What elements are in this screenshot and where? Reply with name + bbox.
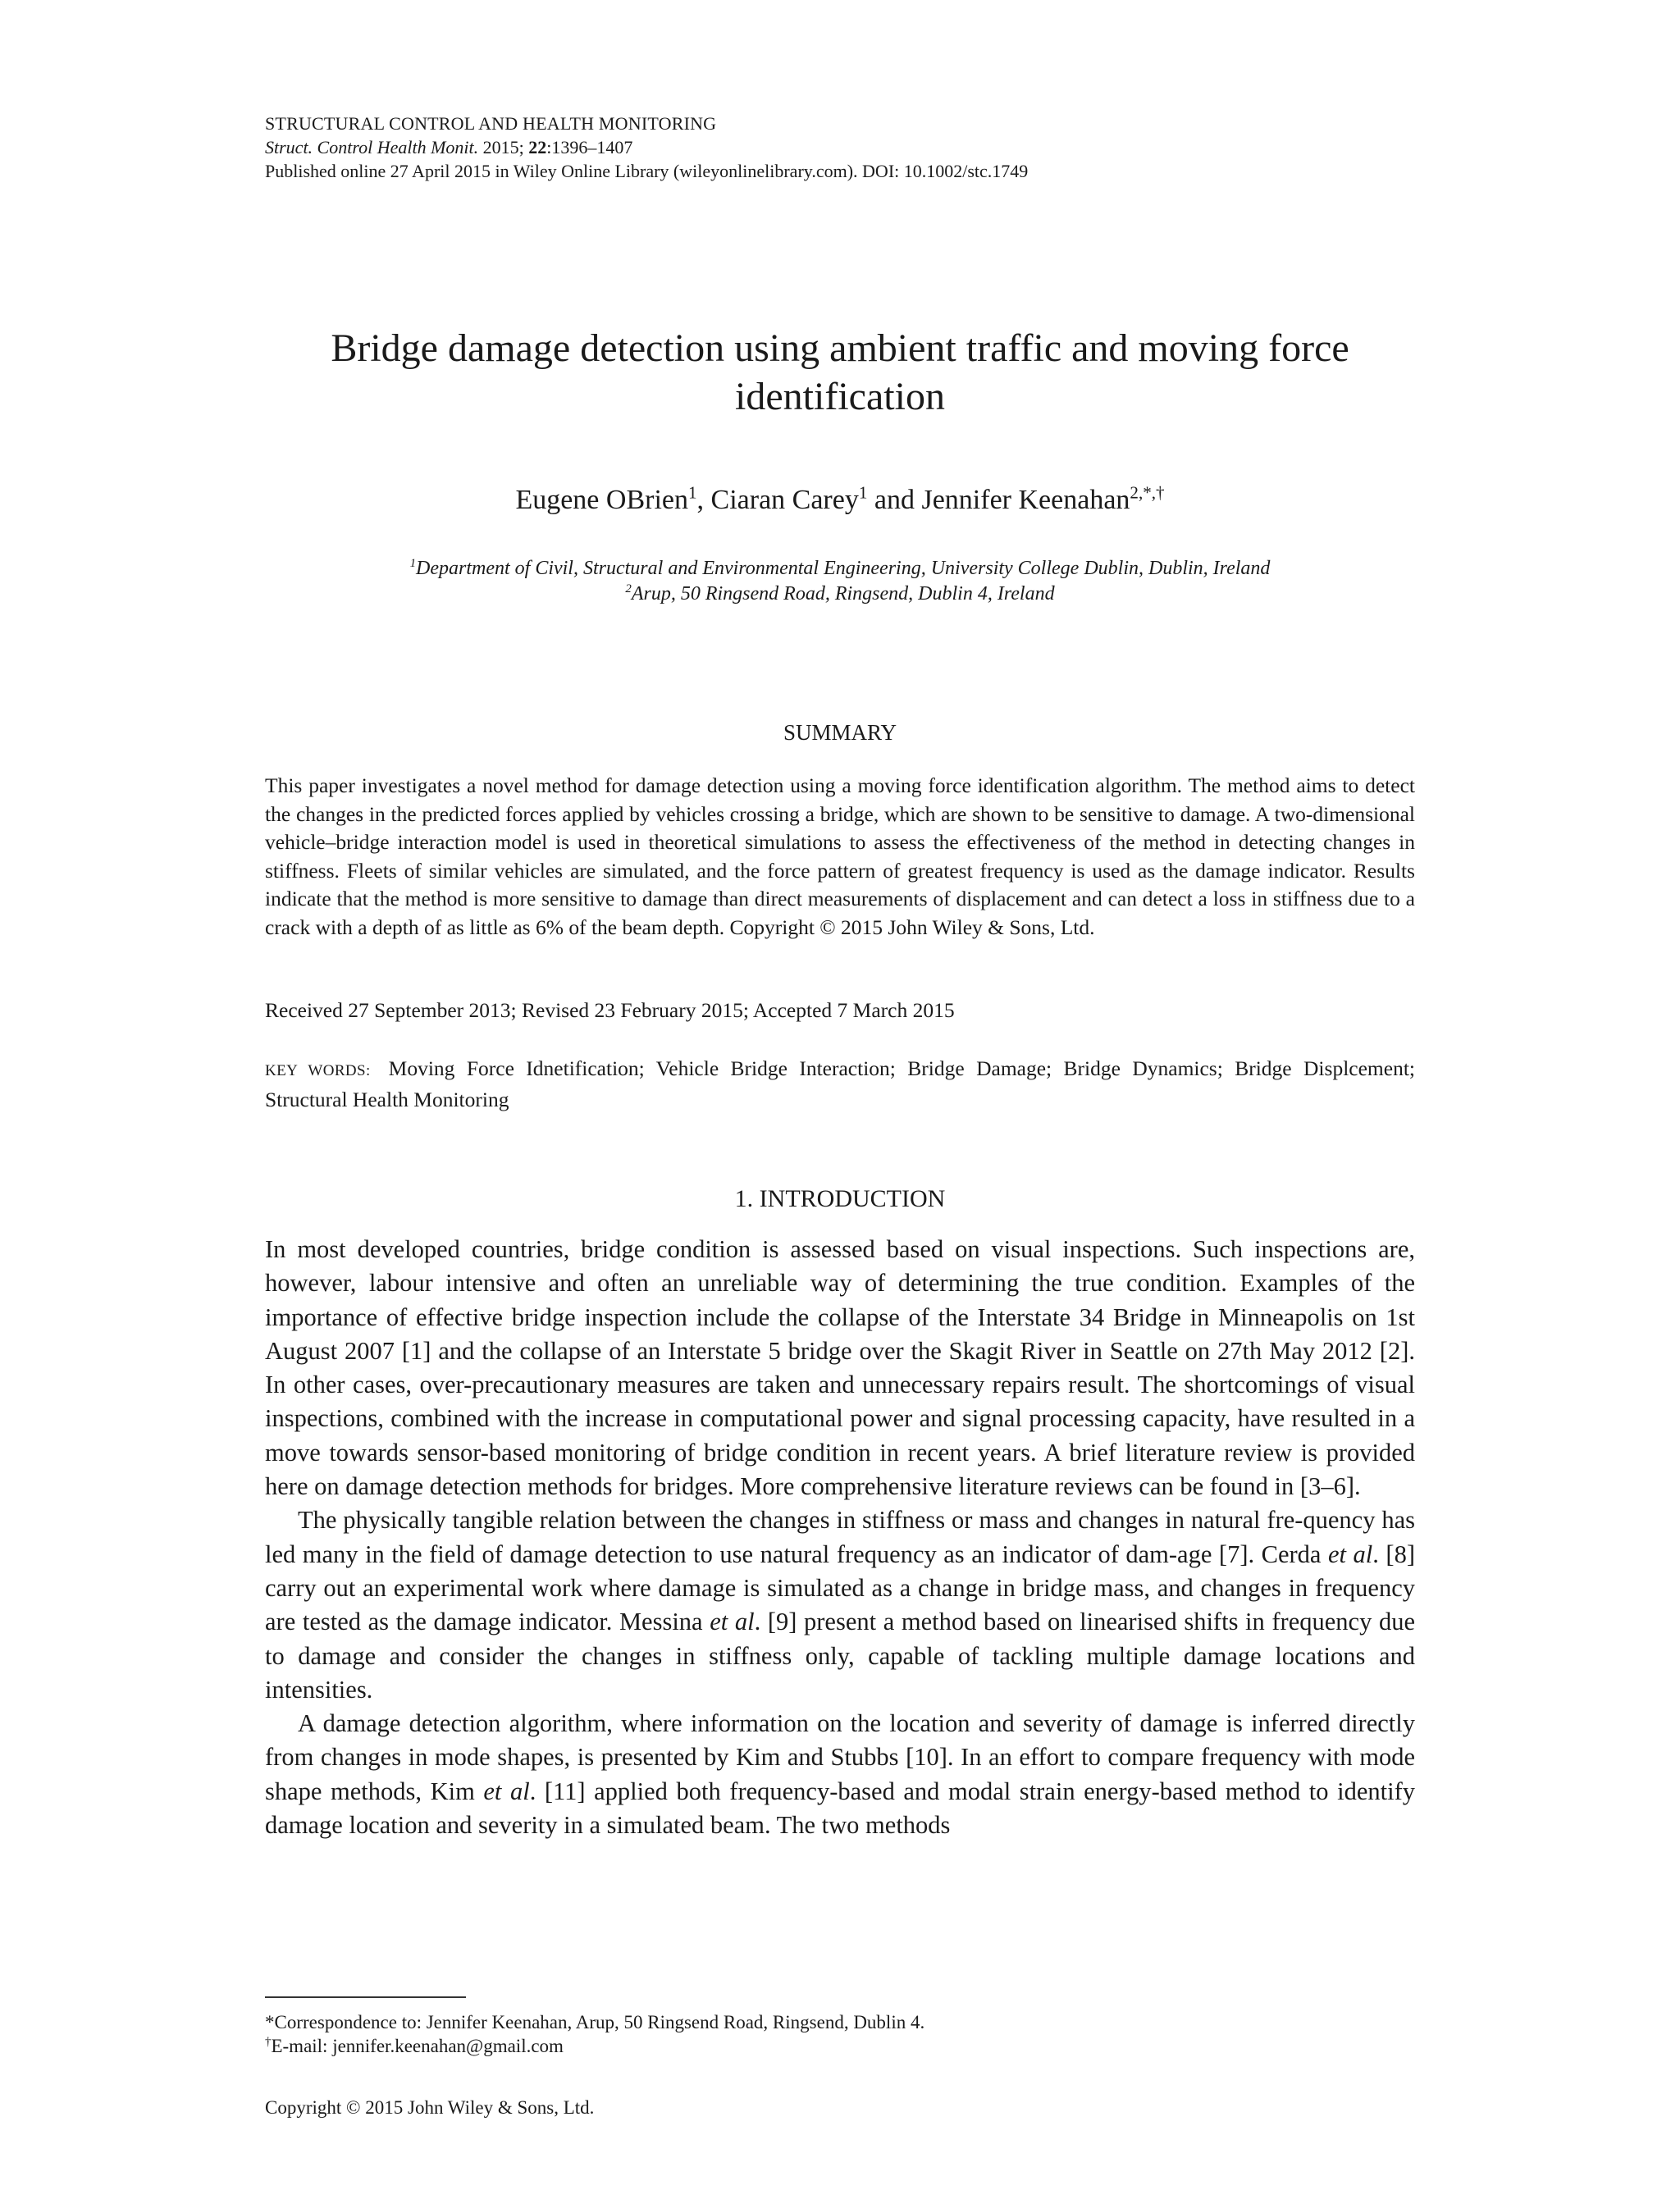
email-text: E-mail: jennifer.keenahan@gmail.com: [271, 2036, 564, 2056]
paragraph-text: The physically tangible relation between the changes in stiffness or mass and changes in natural fre-quency has led many in the field of damage detection to use natural frequency as an indicator of dam-age [7]. Cerda: [265, 1506, 1415, 1568]
correspondence-note: *Correspondence to: Jennifer Keenahan, Arup, 50 Ringsend Road, Ringsend, Dublin 4.: [265, 2012, 925, 2032]
intro-body: [265, 1233, 1415, 1842]
paper-title-line-2: identification: [735, 375, 945, 418]
affiliation-mark: 2: [625, 582, 632, 595]
footnotes: [265, 2010, 1415, 2058]
keywords-text: Moving Force Idnetification; Vehicle Bridge Interaction; Bridge Damage; Bridge Dynamics; Bridge Displcement; Structural Health Monitoring: [265, 1056, 1415, 1111]
keywords: [265, 1055, 1415, 1114]
author-list: [213, 482, 1467, 518]
footnote-rule: [265, 1996, 466, 1998]
summary-heading: SUMMARY: [783, 720, 897, 745]
email-note: [265, 2034, 1415, 2058]
author-separator: ,: [696, 485, 711, 515]
journal-name: STRUCTURAL CONTROL AND HEALTH MONITORING: [265, 113, 717, 134]
received-dates: Received 27 September 2013; Revised 23 February 2015; Accepted 7 March 2015: [265, 998, 955, 1022]
author-name: Jennifer Keenahan: [921, 485, 1130, 515]
paper-title: [213, 324, 1467, 421]
affiliations: [213, 556, 1467, 607]
keywords-label: KEY WORDS:: [265, 1062, 371, 1079]
author-name: Eugene OBrien: [515, 485, 688, 515]
et-al: et al: [1328, 1540, 1373, 1568]
citation-year: 2015;: [478, 137, 529, 157]
section-heading: 1. INTRODUCTION: [734, 1185, 946, 1212]
author-affiliation-mark: 1: [858, 482, 868, 503]
affiliation-text: Arup, 50 Ringsend Road, Ringsend, Dublin 4, Ireland: [631, 583, 1055, 604]
citation-abbrev: Struct. Control Health Monit.: [265, 137, 479, 157]
paragraph-text: . [9] present a method based on linearised shifts in frequency due to damage and consider the changes in stiffness only, capable of tackling multiple damage locations and intensities.: [265, 1608, 1415, 1704]
et-al: et al: [710, 1608, 755, 1636]
abstract-text: This paper investigates a novel method for damage detection using a moving force identification algorithm. The method aims to detect the changes in the predicted forces applied by vehicles crossing a bridge, which are shown to be sensitive to damage. A two-dimensional vehicle–bridge interaction model is used in theoretical simulations to assess the effectiveness of the method in detecting changes in stiffness. Fleets of similar vehicles are simulated, and the force pattern of greatest frequency is used as the damage indicator. Results indicate that the method is more sensitive to damage than direct measurements of displacement and can detect a loss in stiffness due to a crack with a depth of as little as 6% of the beam depth. Copyright © 2015 John Wiley & Sons, Ltd.: [265, 773, 1415, 939]
email-mark: †: [265, 2035, 272, 2049]
affiliation-text: Department of Civil, Structural and Environmental Engineering, University College Dublin, Dublin, Ireland: [416, 558, 1271, 579]
citation-pages: :1396–1407: [546, 137, 633, 157]
et-al: et al: [483, 1777, 530, 1805]
journal-header: [265, 112, 1413, 183]
author-name: Ciaran Carey: [710, 485, 859, 515]
affiliation-2: [213, 582, 1467, 607]
journal-citation: [265, 135, 1413, 159]
published-line: Published online 27 April 2015 in Wiley Online Library (wileyonlinelibrary.com). DOI: 10.1002/stc.1749: [265, 161, 1029, 181]
citation-volume: 22: [528, 137, 547, 157]
paper-title-line-1: Bridge damage detection using ambient traffic and moving force: [331, 326, 1349, 370]
footer-copyright: Copyright © 2015 John Wiley & Sons, Ltd.: [265, 2097, 595, 2118]
author-separator: and: [867, 485, 922, 515]
paragraph: [265, 1707, 1415, 1842]
paragraph-text: . [11] applied both frequency-based and modal strain energy-based method to identify damage location and severity in a simulated beam. The two methods: [265, 1777, 1415, 1840]
paragraph: [265, 1503, 1415, 1707]
affiliation-1: [213, 556, 1467, 582]
paragraph-text: A damage detection algorithm, where information on the location and severity of damage is inferred directly from changes in mode shapes, is presented by Kim and Stubbs [10]. In an effort to compare frequency with mode shape methods, Kim: [265, 1709, 1415, 1805]
affiliation-mark: 1: [409, 557, 416, 570]
paragraph: In most developed countries, bridge condition is assessed based on visual inspections. Such inspections are, however, labour intensive and often an unreliable way of determining the true condition. Examples of the importance of effective bridge inspection include the collapse of the Interstate 34 Bridge in Minneapolis on 1st August 2007 [1] and the collapse of an Interstate 5 bridge over the Skagit River in Seattle on 27th May 2012 [2]. In other cases, over-precautionary measures are taken and unnecessary repairs result. The shortcomings of visual inspections, combined with the increase in computational power and signal processing capacity, have resulted in a move towards sensor-based monitoring of bridge condition in recent years. A brief literature review is provided here on damage detection methods for bridges. More comprehensive literature reviews can be found in [3–6].: [265, 1235, 1415, 1501]
author-affiliation-mark: 2,*,†: [1130, 482, 1165, 503]
paragraph-text: . [8] carry out an experimental work where damage is simulated as a change in bridge mass, and changes in frequency are tested as the damage indicator. Messina: [265, 1540, 1415, 1636]
author-affiliation-mark: 1: [687, 482, 697, 503]
